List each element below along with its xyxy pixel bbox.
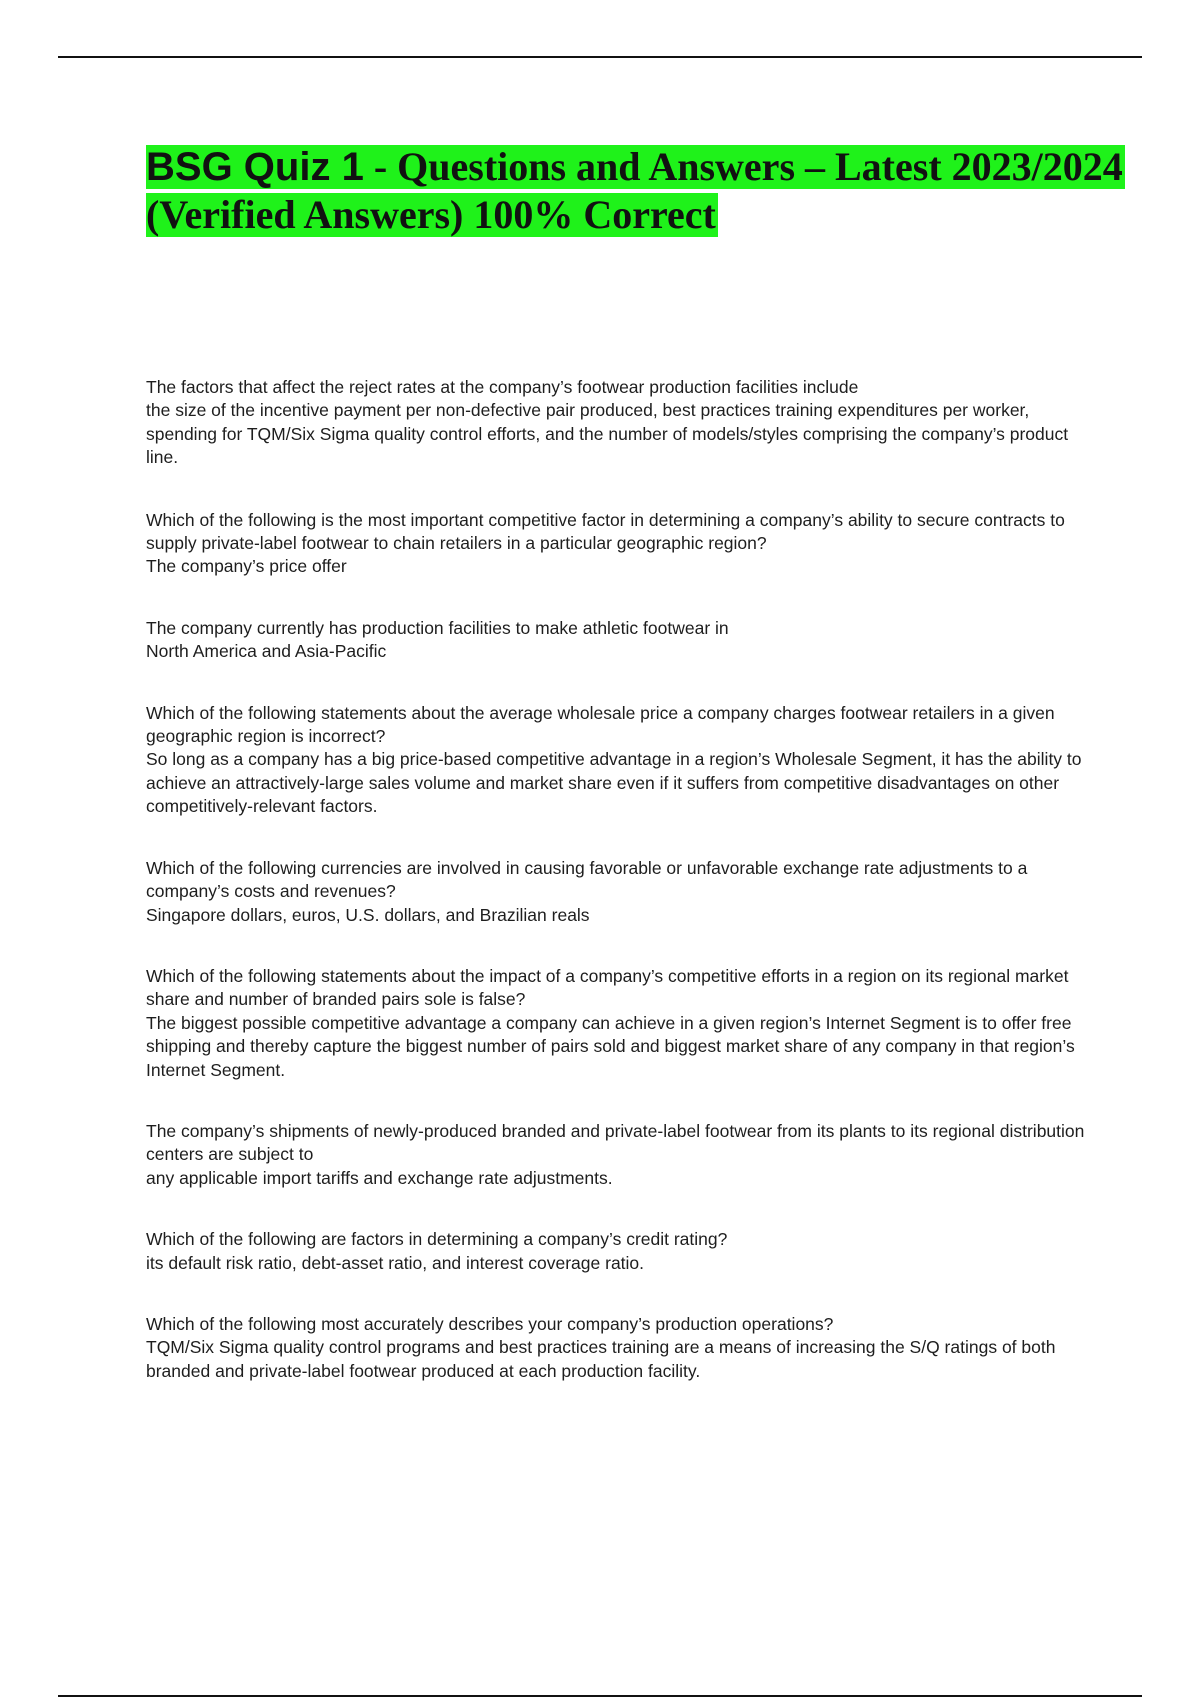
answer-text: The biggest possible competitive advantage a company can achieve in a given region’s Internet Segment is to offer free shipping and thereby capture the biggest number of pairs sold and biggest market share of any company in that region’s Internet Segment. bbox=[146, 1012, 1075, 1080]
title-part-2: - Questions and Answers – Latest 2023/2024 (Verified Answers) 100% Correct bbox=[146, 144, 1123, 237]
answer-text: TQM/Six Sigma quality control programs and best practices training are a means of increasing the S/Q ratings of both branded and private-label footwear produced at each production facility. bbox=[146, 1337, 1056, 1381]
qa-item bbox=[146, 965, 1091, 1082]
title-highlight bbox=[146, 145, 1125, 237]
qa-item bbox=[146, 857, 1091, 927]
top-rule bbox=[58, 56, 1142, 58]
qa-item bbox=[146, 1120, 1091, 1190]
answer-text: The company’s price offer bbox=[146, 556, 347, 577]
answer-text: its default risk ratio, debt-asset ratio, and interest coverage ratio. bbox=[146, 1252, 645, 1273]
answer-text: So long as a company has a big price-based competitive advantage in a region’s Wholesale Segment, it has the ability to achieve an attractively-large sales volume and market share even if it suffers from competitive disadvantages on other competitively-relevant factors. bbox=[146, 749, 1082, 817]
qa-item bbox=[146, 617, 1091, 664]
answer-text: Singapore dollars, euros, U.S. dollars, and Brazilian reals bbox=[146, 904, 590, 925]
qa-item bbox=[146, 1228, 1091, 1275]
qa-item bbox=[146, 509, 1091, 579]
question-text: Which of the following currencies are involved in causing favorable or unfavorable exchange rate adjustments to a company’s costs and revenues? bbox=[146, 857, 1028, 902]
answer-text: the size of the incentive payment per non-defective pair produced, best practices training expenditures per worker, spending for TQM/Six Sigma quality control efforts, and the number of models/styles comprising the company’s product line. bbox=[146, 400, 1069, 468]
question-text: The company currently has production facilities to make athletic footwear in bbox=[146, 617, 729, 638]
question-text: Which of the following are factors in determining a company’s credit rating? bbox=[146, 1229, 728, 1250]
qa-item bbox=[146, 1313, 1091, 1383]
answer-text: any applicable import tariffs and exchange rate adjustments. bbox=[146, 1167, 613, 1188]
document-title bbox=[146, 143, 1146, 239]
title-part-1: BSG Quiz 1 bbox=[146, 145, 364, 189]
question-text: Which of the following statements about the impact of a company’s competitive efforts in a region on its regional market share and number of branded pairs sole is false? bbox=[146, 965, 1069, 1010]
question-text: Which of the following statements about the average wholesale price a company charges footwear retailers in a given geographic region is incorrect? bbox=[146, 702, 1055, 747]
question-text: Which of the following is the most important competitive factor in determining a company’s ability to secure contracts to supply private-label footwear to chain retailers in a particular geographic region? bbox=[146, 509, 1065, 554]
answer-text: North America and Asia-Pacific bbox=[146, 641, 387, 662]
bottom-rule bbox=[58, 1695, 1142, 1697]
qa-list bbox=[146, 376, 1091, 1383]
qa-item bbox=[146, 702, 1091, 819]
qa-item bbox=[146, 376, 1091, 470]
question-text: The company’s shipments of newly-produced branded and private-label footwear from its plants to its regional distribution centers are subject to bbox=[146, 1120, 1085, 1165]
question-text: Which of the following most accurately describes your company’s production operations? bbox=[146, 1313, 834, 1334]
question-text: The factors that affect the reject rates at the company’s footwear production facilities include bbox=[146, 377, 859, 397]
